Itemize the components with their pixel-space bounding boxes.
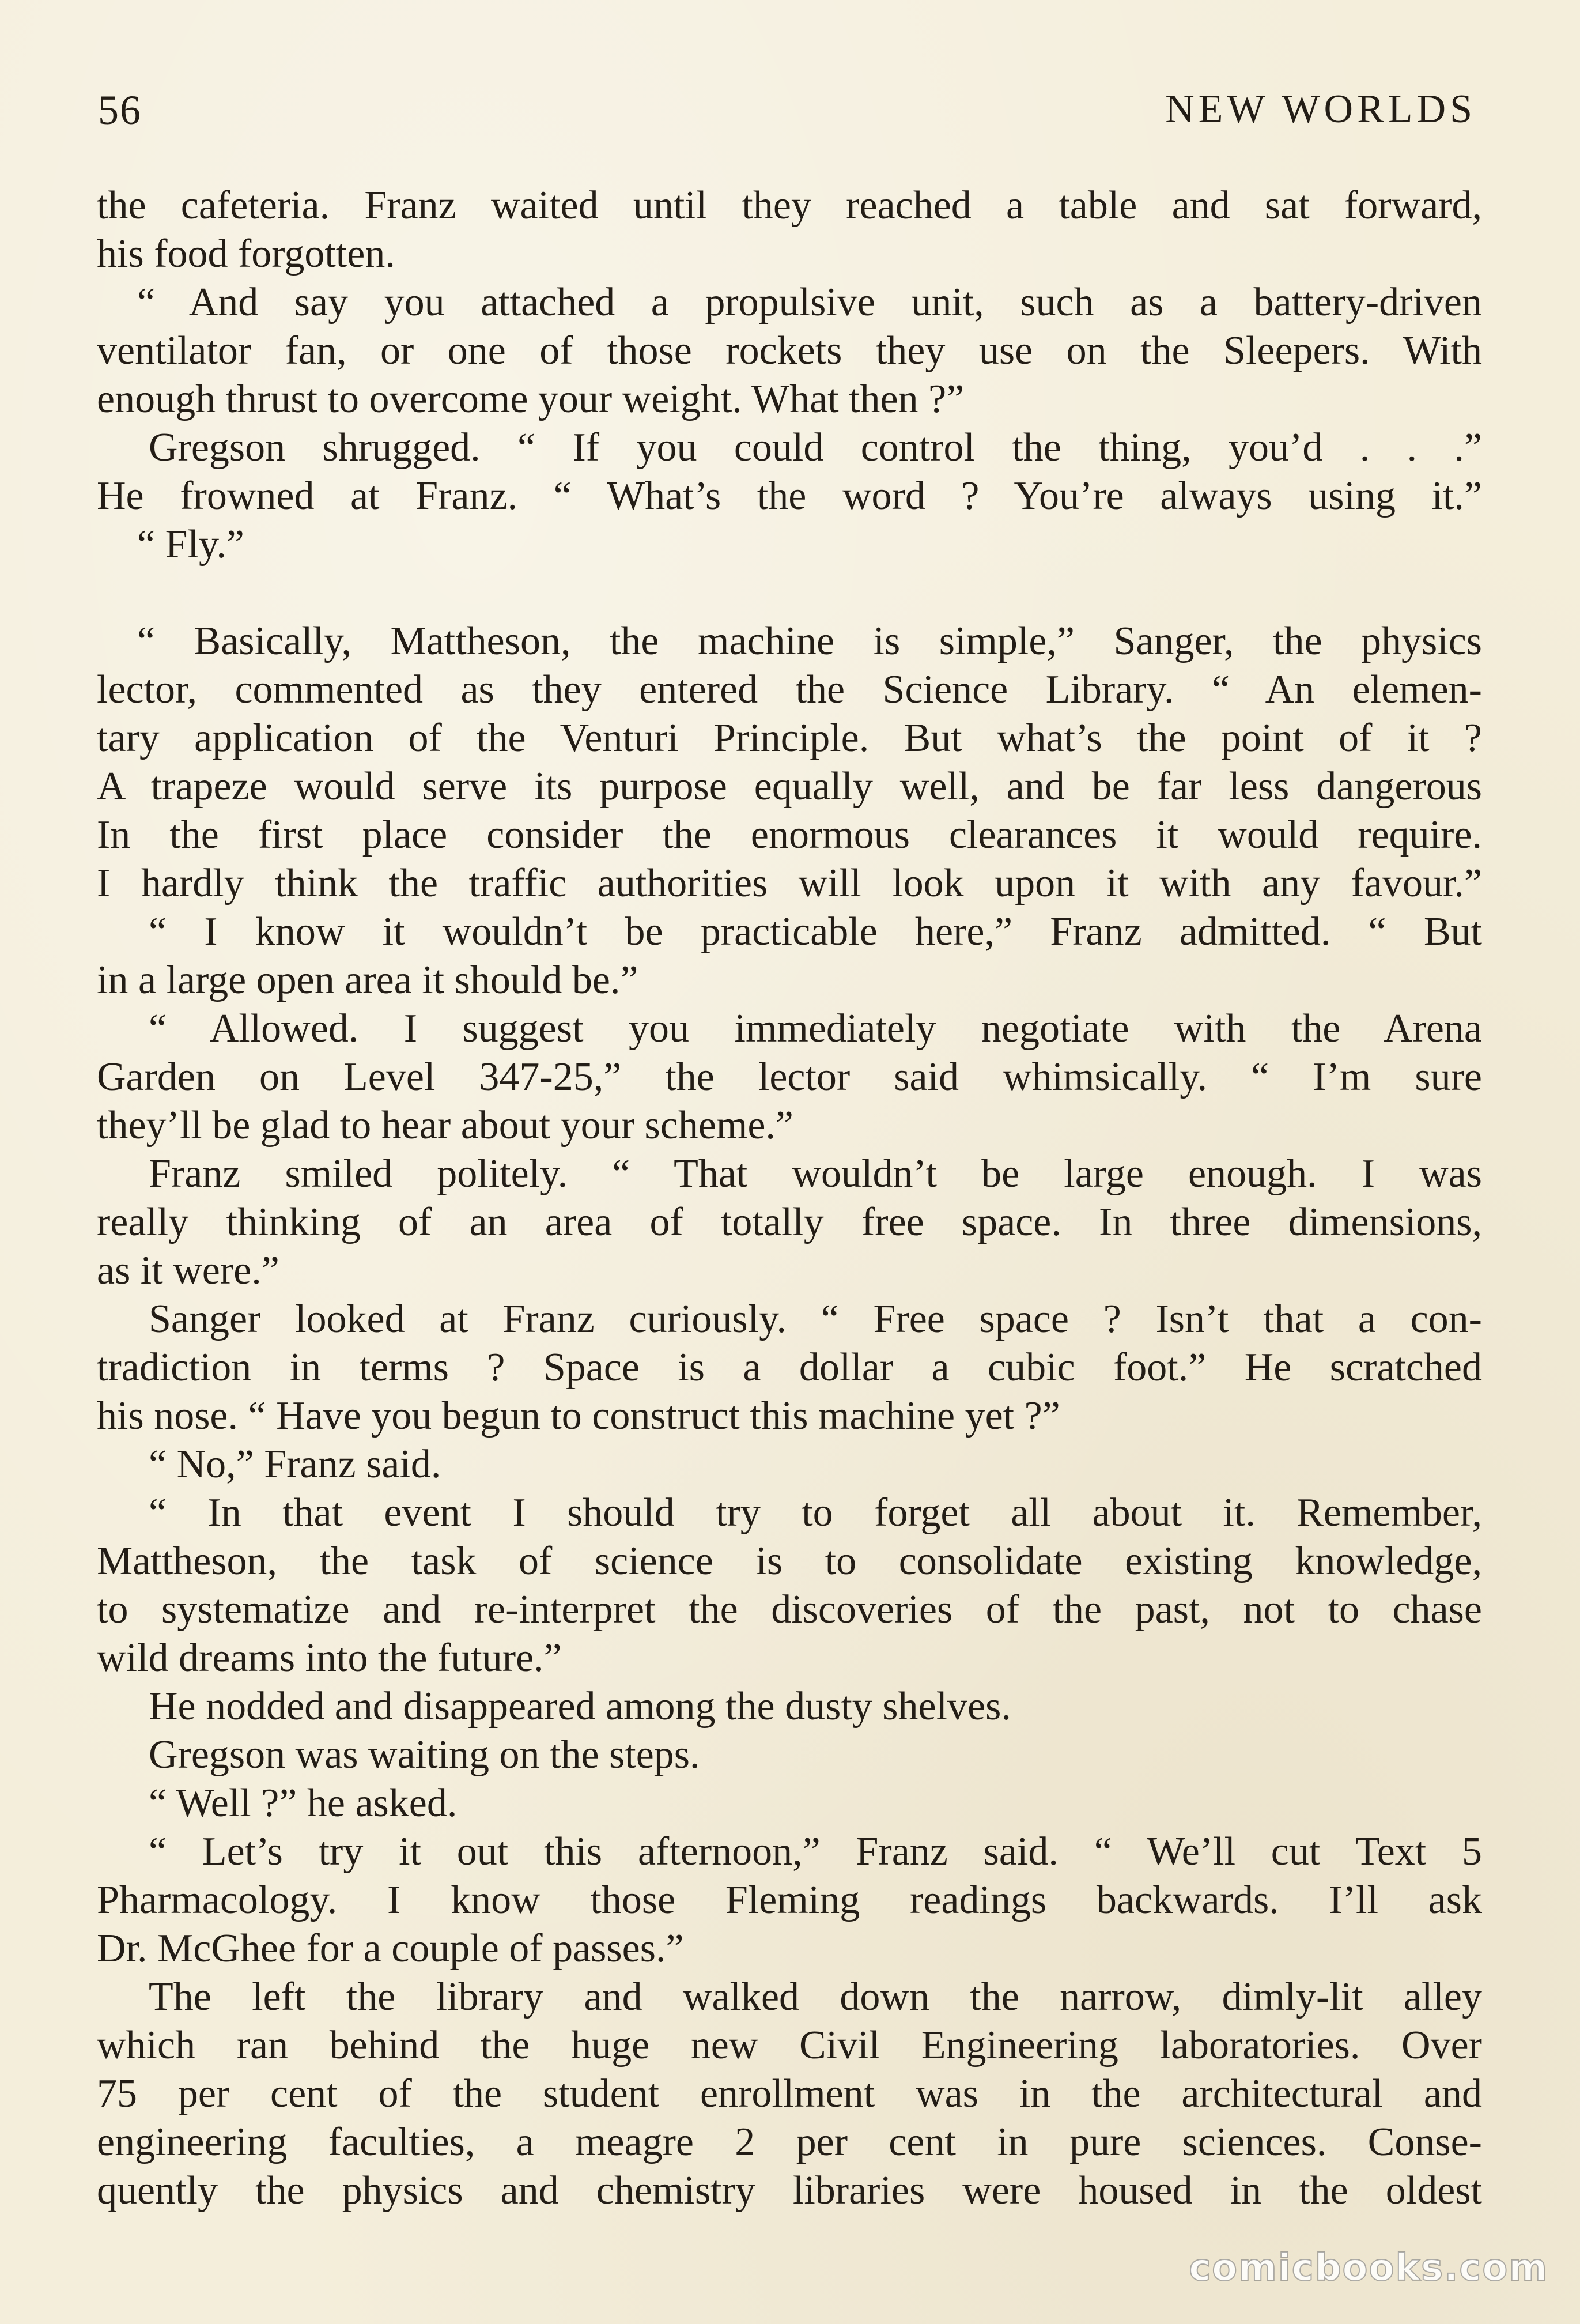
text-line: 75 per cent of the student enrollment was in the architectural and — [97, 2072, 1482, 2116]
text-line: Franz smiled politely. “ That wouldn’t be large enough. I was — [149, 1152, 1482, 1196]
text-line: really thinking of an area of totally free space. In three dimensions, — [97, 1200, 1482, 1244]
text-line: Sanger looked at Franz curiously. “ Free space ? Isn’t that a con- — [149, 1297, 1482, 1341]
page-number: 56 — [98, 87, 142, 133]
text-line: tradiction in terms ? Space is a dollar a cubic foot.” He scratched — [97, 1345, 1482, 1390]
text-line: Gregson shrugged. “ If you could control the thing, you’d . . .” — [149, 425, 1482, 470]
page-header — [98, 86, 1476, 144]
text-line: “ Well ?” he asked. — [149, 1781, 458, 1825]
text-line: Pharmacology. I know those Fleming readings backwards. I’ll ask — [97, 1878, 1482, 1922]
body-text — [97, 182, 1482, 2215]
text-line: Garden on Level 347-25,” the lector said whimsically. “ I’m sure — [97, 1055, 1482, 1099]
text-line: his nose. “ Have you begun to construct this machine yet ?” — [97, 1394, 1060, 1438]
text-line: which ran behind the huge new Civil Engineering laboratories. Over — [97, 2023, 1482, 2068]
text-line: lector, commented as they entered the Science Library. “ An elemen- — [97, 667, 1482, 712]
text-line: engineering faculties, a meagre 2 per cent in pure sciences. Conse- — [97, 2120, 1482, 2164]
text-line: “ Basically, Mattheson, the machine is simple,” Sanger, the physics — [137, 619, 1482, 663]
text-line: The left the library and walked down the narrow, dimly-lit alley — [149, 1975, 1482, 2019]
text-line: He nodded and disappeared among the dusty shelves. — [149, 1684, 1011, 1729]
text-line: “ And say you attached a propulsive unit, such as a battery-driven — [137, 280, 1482, 325]
text-line: ventilator fan, or one of those rockets they use on the Sleepers. With — [97, 329, 1482, 373]
text-line: wild dreams into the future.” — [97, 1636, 562, 1680]
text-line: tary application of the Venturi Principle. But what’s the point of it ? — [97, 716, 1482, 760]
text-line: as it were.” — [97, 1248, 279, 1293]
text-line: Gregson was waiting on the steps. — [149, 1733, 700, 1777]
text-line: “ No,” Franz said. — [149, 1442, 441, 1487]
text-line: “ In that event I should try to forget all about it. Remember, — [149, 1491, 1482, 1535]
text-line: He frowned at Franz. “ What’s the word ? You’re always using it.” — [97, 474, 1482, 518]
text-line: to systematize and re-interpret the discoveries of the past, not to chase — [97, 1587, 1482, 1632]
text-line: the cafeteria. Franz waited until they reached a table and sat forward, — [97, 183, 1482, 228]
text-line: “ Allowed. I suggest you immediately negotiate with the Arena — [149, 1006, 1482, 1051]
text-line: his food forgotten. — [97, 232, 395, 276]
text-line: Dr. McGhee for a couple of passes.” — [97, 1926, 684, 1971]
text-line: in a large open area it should be.” — [97, 958, 638, 1002]
text-line: In the first place consider the enormous clearances it would require. — [97, 813, 1482, 857]
text-line: enough thrust to overcome your weight. What then ?” — [97, 377, 965, 421]
text-line: they’ll be glad to hear about your scheme.” — [97, 1103, 794, 1148]
text-line: quently the physics and chemistry libraries were housed in the oldest — [97, 2168, 1482, 2213]
text-line: Mattheson, the task of science is to consolidate existing knowledge, — [97, 1539, 1482, 1583]
section-break — [97, 569, 1482, 617]
text-line: A trapeze would serve its purpose equally well, and be far less dangerous — [97, 764, 1482, 809]
running-head: NEW WORLDS — [1165, 87, 1476, 131]
text-line: “ I know it wouldn’t be practicable here,” Franz admitted. “ But — [149, 910, 1482, 954]
text-line: I hardly think the traffic authorities will look upon it with any favour.” — [97, 861, 1482, 906]
text-line: “ Let’s try it out this afternoon,” Franz said. “ We’ll cut Text 5 — [149, 1829, 1482, 1874]
text-line: “ Fly.” — [137, 522, 244, 567]
site-watermark: comicbooks.com — [1189, 2247, 1548, 2289]
